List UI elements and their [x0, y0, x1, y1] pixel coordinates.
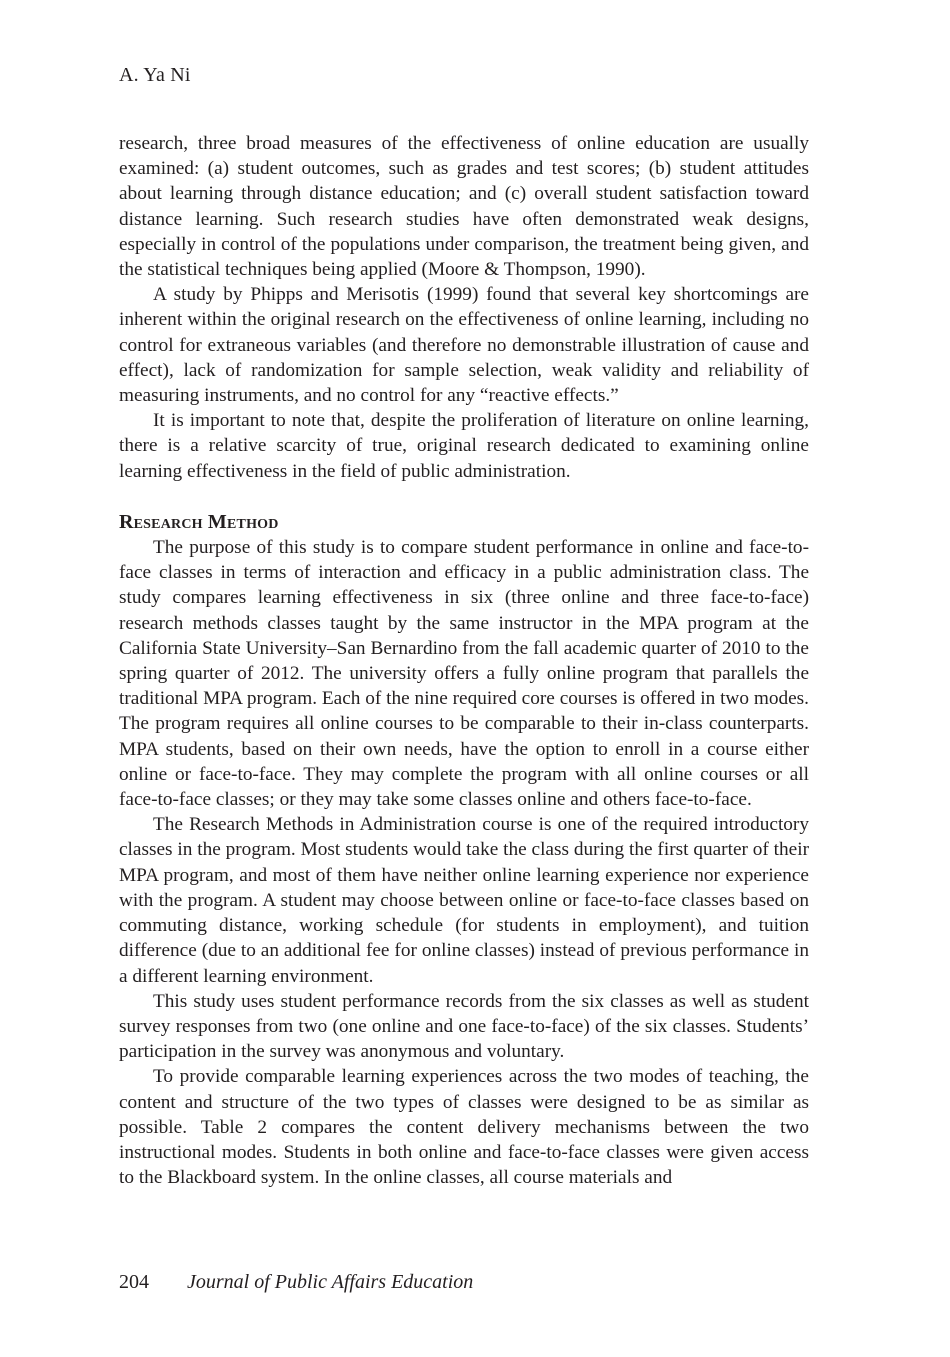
- page-number: 204: [119, 1271, 149, 1293]
- paragraph-scarcity: It is important to note that, despite the proliferation of literature on online learning, there is a relative scarcity of true, original research dedicated to examining online learning effectiveness in the field of public administration.: [119, 410, 809, 482]
- section-heading-research-method: Research Method: [119, 510, 279, 533]
- running-head: A. Ya Ni: [119, 64, 191, 86]
- article-body: [119, 131, 809, 1190]
- paragraph-phipps-merisotis: A study by Phipps and Merisotis (1999) found that several key shortcomings are inherent within the original research on the effectiveness of online learning, including no control for extraneous variables (and therefore no demonstrable illustration of cause and effect), lack of randomization for sample selection, weak validity and reliability of measuring instruments, and no control for any “reactive effects.”: [119, 284, 809, 407]
- paragraph-comparable-experiences: To provide comparable learning experiences across the two modes of teaching, the content and structure of the two types of classes were designed to be as similar as possible. Table 2 compares the content delivery mechanisms between the two instructional modes. Students in both online and face-to-face classes were given access to the Blackboard system. In the online classes, all course materials and: [119, 1066, 809, 1189]
- paragraph-purpose: The purpose of this study is to compare student performance in online and face-to-face classes in terms of interaction and efficacy in a public administration class. The study compares learning effectiveness in six (three online and three face-to-face) research methods classes taught by the same instructor in the MPA program at the California State University–San Bernardino from the fall academic quarter of 2010 to the spring quarter of 2012. The university offers a fully online program that parallels the traditional MPA program. Each of the nine required core courses is offered in two modes. The program requires all online courses to be comparable to their in-class counterparts. MPA students, based on their own needs, have the option to enroll in a course either online or face-to-face. They may complete the program with all online courses or all face-to-face classes; or they may take some classes online and others face-to-face.: [119, 537, 809, 811]
- paragraph-course-description: The Research Methods in Administration course is one of the required introductory classes in the program. Most students would take the class during the first quarter of their MPA program, and most of them have neither online learning experience nor experience with the program. A student may choose between online or face-to-face classes based on commuting distance, working schedule (for students in employment), and tuition difference (due to an additional fee for online classes) instead of previous performance in a different learning environment.: [119, 814, 809, 987]
- journal-title: Journal of Public Affairs Education: [187, 1271, 474, 1293]
- paragraph-data-sources: This study uses student performance records from the six classes as well as student survey responses from two (one online and one face-to-face) of the six classes. Students’ participation in the survey was anonymous and voluntary.: [119, 990, 809, 1063]
- paragraph-continued: research, three broad measures of the effectiveness of online education are usually examined: (a) student outcomes, such as grades and test scores; (b) student attitudes about learning through distance education; and (c) overall student satisfaction toward distance learning. Such research studies have often demonstrated weak designs, especially in control of the populations under comparison, the treatment being given, and the statistical techniques being applied (Moore & Thompson, 1990).: [119, 133, 809, 281]
- page-footer: [119, 1269, 473, 1295]
